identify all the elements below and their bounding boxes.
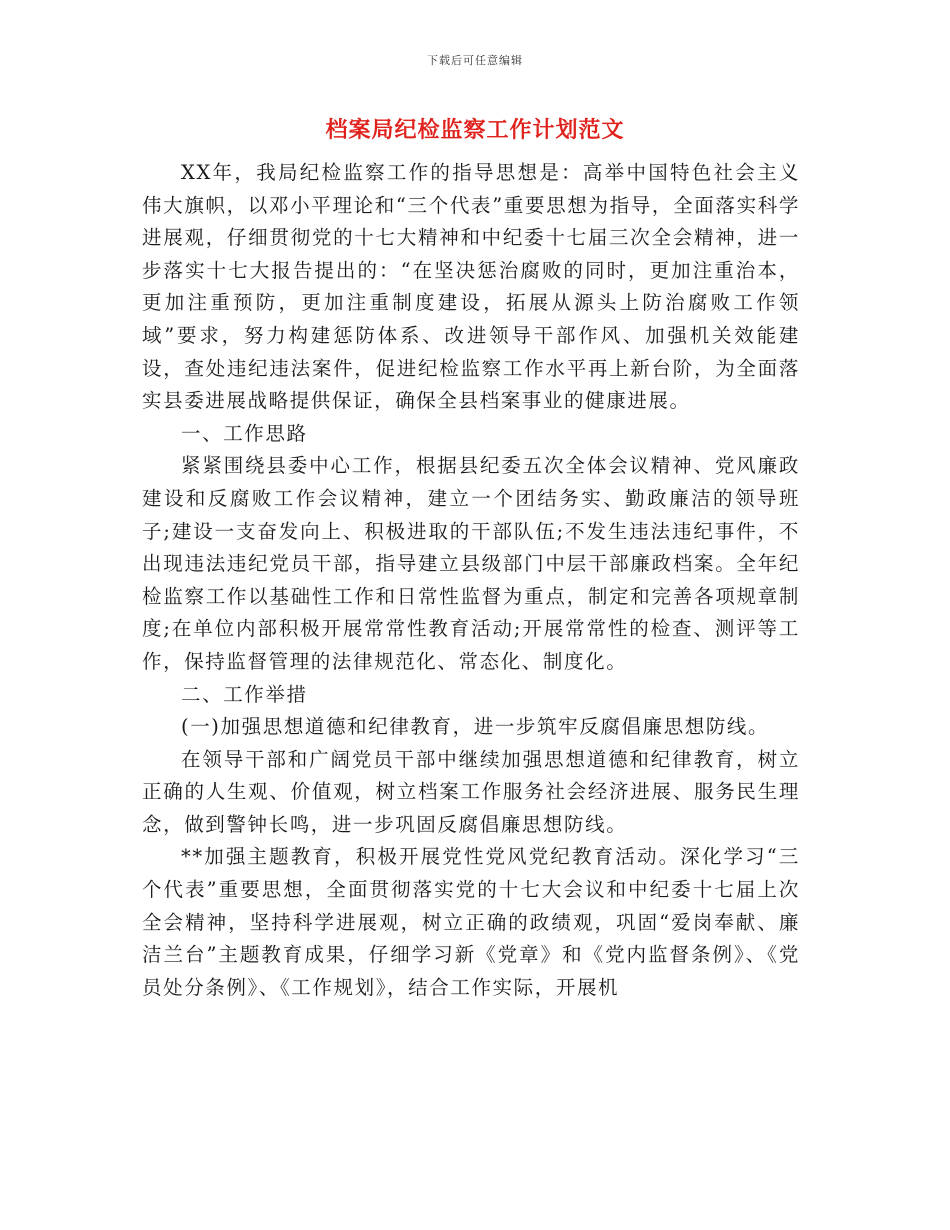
section-heading-work-ideas: 一、工作思路 [181,421,308,445]
paragraph-guiding-thought: XX年，我局纪检监察工作的指导思想是：高举中国特色社会主义伟大旗帜，以邓小平理论和“三个代表”重要思想为指导，全面落实科学进展观，仔细贯彻党的十七大精神和中纪委十七届三次全会精神，进一步落实十七大报告提出的：“在坚决惩治腐败的同时，更加注重治本，更加注重预防，更加注重制度建设，拓展从源头上防治腐败工作领域”要求，努力构建惩防体系、改进领导干部作风、加强机关效能建设，查处违纪违法案件，促进纪检监察工作水平再上新台阶，为全面落实县委进展战略提供保证，确保全县档案事业的健康进展。 [142,161,800,413]
paragraph-work-ideas: 紧紧围绕县委中心工作，根据县纪委五次全体会议精神、党风廉政建设和反腐败工作会议精神，建立一个团结务实、勤政廉洁的领导班子;建设一支奋发向上、积极进取的干部队伍;不发生违法违纪事件，不出现违法违纪党员干部，指导建立县级部门中层干部廉政档案。全年纪检监察工作以基础性工作和日常性监督为重点，制定和完善各项规章制度;在单位内部积极开展常常性教育活动;开展常常性的检查、测评等工作，保持监督管理的法律规范化、常态化、制度化。 [142,454,800,673]
document-body [142,157,800,1004]
paragraph-measure-one: 在领导干部和广阔党员干部中继续加强思想道德和纪律教育，树立正确的人生观、价值观，树立档案工作服务社会经济进展、服务民生理念，做到警钟长鸣，进一步巩固反腐倡廉思想防线。 [142,747,800,836]
document-title: 档案局纪检监察工作计划范文 [325,118,625,143]
paragraph-theme-education: **加强主题教育，积极开展党性党风党纪教育活动。深化学习“三个代表”重要思想，全面贯彻落实党的十七大会议和中纪委十七届上次全会精神，坚持科学进展观，树立正确的政绩观，巩固“爱岗奉献、廉洁兰台”主题教育成果，仔细学习新《党章》和《党内监督条例》、《党员处分条例》、《工作规划》，结合工作实际，开展机 [142,845,800,999]
header-note: 下载后可任意编辑 [427,54,523,67]
subheading-measure-one: (一)加强思想道德和纪律教育，进一步筑牢反腐倡廉思想防线。 [181,715,770,739]
section-heading-work-measures: 二、工作举措 [181,682,308,706]
